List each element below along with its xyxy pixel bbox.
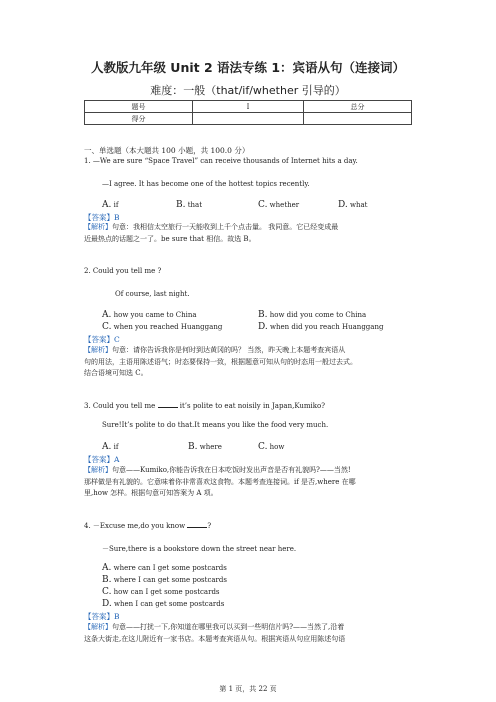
table-cell: 得分 [85, 113, 193, 125]
stem-text: ? [207, 522, 212, 530]
option-letter: A. [102, 442, 112, 452]
option-4c [102, 587, 220, 597]
explanation-text: 这条大街走,在这儿附近有一家书店。本题考查宾语从句。根据宾语从句应用陈述句语 [84, 634, 346, 643]
option-letter: C. [258, 200, 268, 210]
option-1b [176, 200, 202, 210]
option-4b [102, 575, 227, 585]
table-cell [304, 113, 412, 125]
explanation-text: 句的用法，主语用陈述语气；时态要保持一致，根据题意可知从句的时态用一般过去式。 [84, 357, 357, 366]
option-text: where can I get some postcards [113, 564, 227, 572]
section-heading: 一、单选题（本大题共 100 小题，共 100.0 分） [84, 146, 250, 155]
option-text: when I can get some postcards [114, 600, 225, 608]
explanation-text: 句意：我相信太空旅行一天能收到上千个点击量。 我同意。它已经变成最 [112, 223, 339, 231]
table-cell [192, 113, 303, 125]
answer-1: 【答案】B [84, 213, 120, 222]
explanation-2 [84, 345, 414, 380]
explanation-4 [84, 622, 414, 645]
table-cell: 题号 [85, 101, 193, 113]
option-letter: B. [188, 442, 198, 452]
explanation-tag: 【解析】 [84, 346, 112, 354]
answer-3: 【答案】A [84, 455, 120, 464]
explanation-text: 里,how 怎样。根据句意可知答案为 A 项。 [84, 489, 218, 497]
explanation-text: 句意——打扰一下,你知道在哪里我可以买到一些明信片吗?——当然了,沿着 [112, 623, 345, 631]
option-2b [258, 310, 366, 320]
option-1d [338, 200, 368, 210]
question-3-stem [84, 400, 325, 410]
option-1c [258, 200, 299, 210]
table-row [85, 101, 412, 113]
option-text: when you reached Huanggang [113, 323, 223, 331]
option-1a [102, 200, 118, 210]
explanation-tag: 【解析】 [84, 466, 112, 474]
option-4a [102, 563, 227, 573]
option-text: when did you reach Huanggang [270, 323, 384, 331]
stem-text: it’s polite to eat noisily in Japan,Kumiko? [177, 402, 325, 410]
option-2c [102, 322, 222, 332]
question-4-line2: －Sure,there is a bookstore down the street near here. [102, 545, 297, 553]
question-2-line2: Of course, last night. [115, 290, 190, 298]
answer-blank [187, 520, 207, 528]
table-cell: 总分 [304, 101, 412, 113]
option-text: where [199, 443, 222, 451]
option-text: how can I get some postcards [113, 588, 220, 596]
explanation-tag: 【解析】 [84, 623, 112, 631]
option-2a [102, 310, 197, 320]
option-letter: B. [102, 575, 112, 585]
option-3b [188, 442, 222, 452]
option-text: how did you come to China [269, 311, 367, 319]
answer-blank [158, 400, 178, 408]
stem-text: 3. Could you tell me [84, 402, 158, 410]
explanation-tag: 【解析】 [84, 223, 112, 231]
explanation-3 [84, 465, 414, 500]
option-4d [102, 599, 224, 609]
question-1-line2: —I agree. It has become one of the hottest topics recently. [102, 180, 310, 188]
table-row [85, 113, 412, 125]
option-letter: D. [258, 322, 268, 332]
option-text: that [187, 201, 203, 209]
stem-text: 4. －Excuse me,do you know [84, 522, 188, 530]
answer-4: 【答案】B [84, 612, 120, 621]
option-3c [258, 442, 284, 452]
option-text: what [350, 201, 368, 209]
option-letter: B. [258, 310, 268, 320]
option-text: where I can get some postcards [113, 576, 227, 584]
option-3a [102, 442, 118, 452]
explanation-text: 近最热点的话题之一了。be sure that 相信。故选 B。 [84, 234, 256, 243]
option-letter: A. [102, 310, 112, 320]
option-letter: C. [102, 322, 112, 332]
option-text: whether [269, 201, 300, 209]
option-letter: A. [102, 563, 112, 573]
explanation-1 [84, 222, 414, 245]
explanation-text: 那样做是有礼貌的。它意味着你非常喜欢这食物。本题考查连接词。if 是否,where 在哪 [84, 477, 356, 486]
page-footer: 第 1 页，共 22 页 [219, 685, 277, 693]
option-letter: D. [102, 599, 112, 609]
question-1-stem: 1. —We are sure “Space Travel” can receive thousands of Internet hits a day. [84, 157, 358, 165]
score-table [84, 100, 412, 125]
option-letter: B. [176, 200, 186, 210]
page-subtitle: 难度：一般（that/if/whether 引导的） [150, 84, 346, 97]
option-text: if [113, 201, 119, 209]
explanation-text: 句意——Kumiko,你能告诉我在日本吃饭时发出声音是否有礼貌吗?——当然! [112, 466, 351, 474]
option-text: if [113, 443, 119, 451]
question-3-line2: Sure!It’s polite to do that.It means you like the food very much. [102, 421, 329, 429]
page-title: 人教版九年级 Unit 2 语法专练 1：宾语从句（连接词） [90, 60, 406, 75]
option-text: how [269, 443, 285, 451]
question-4-stem [84, 520, 211, 531]
option-letter: A. [102, 200, 112, 210]
option-text: how you came to China [113, 311, 197, 319]
option-2d [258, 322, 383, 332]
explanation-text: 结合语境可知选 C。 [84, 369, 148, 377]
table-cell: I [192, 101, 303, 113]
option-letter: D. [338, 200, 348, 210]
explanation-text: 句意：请你告诉我你是何时到达黄冈的吗？ 当然，昨天晚上本题考查宾语从 [112, 346, 346, 354]
option-letter: C. [102, 587, 112, 597]
question-2-stem: 2. Could you tell me ? [84, 267, 162, 275]
answer-2: 【答案】C [84, 335, 120, 344]
option-letter: C. [258, 442, 268, 452]
